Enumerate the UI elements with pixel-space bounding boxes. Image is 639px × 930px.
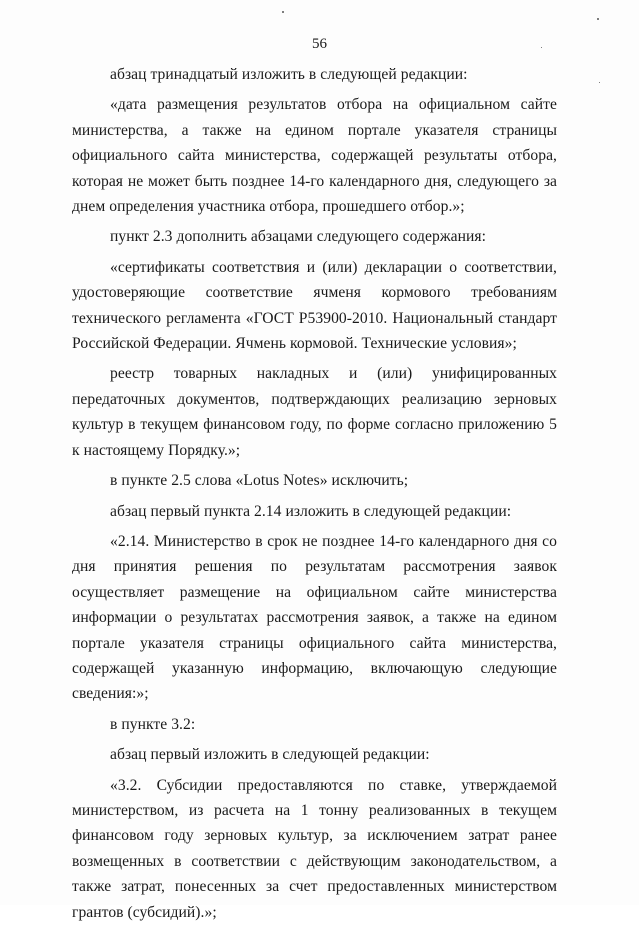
scan-speck	[599, 82, 600, 83]
scan-speck	[282, 11, 284, 13]
paragraph-registry: реестр товарных накладных и (или) унифицированных передаточных документов, подтверждающих реализацию зерновых культур в текущем финансовом году, по форме согласно приложению 5 к настоящему Порядку.»;	[72, 365, 557, 459]
paragraph-clause-2-14: «2.14. Министерство в срок не позднее 14-го календарного дня со дня принятия решения по результатам рассмотрения заявок осуществляет размещение на официальном сайте министерства информации о результатах рассмотрения заявок, а также на едином портале указателя страницы официального сайта министерства, содержащей указанную информацию, включающую следующие сведения:»;	[72, 532, 557, 703]
paragraph-results-date: «дата размещения результатов отбора на официальном сайте министерства, а также на едином портале указателя страницы официального сайта министерства, содержащей результаты отбора, которая не может быть позднее 14-го календарного дня, следующего за днем определения участника отбора, прошедшего отбор.»;	[72, 96, 557, 216]
paragraph-clause-2-3: пункт 2.3 дополнить абзацами следующего содержания:	[110, 228, 487, 246]
paragraph-certificates: «сертификаты соответствия и (или) декларации о соответствии, удостоверяющие соответствие ячменя кормового требованиям технического регламента «ГОСТ Р53900-2010. Национальный стандарт Российской Федерации. Ячмень кормовой. Технические условия»;	[72, 258, 557, 353]
scan-speck	[597, 18, 599, 20]
paragraph-clause-3-2-intro: в пункте 3.2:	[110, 715, 196, 733]
paragraph-first-abzac: абзац первый изложить в следующей редакции:	[110, 746, 430, 764]
scan-speck	[541, 47, 542, 48]
paragraph-clause-2-14-intro: абзац первый пункта 2.14 изложить в следующей редакции:	[110, 502, 512, 520]
paragraph-clause-3-2: «3.2. Субсидии предоставляются по ставке, утверждаемой министерством, из расчета на 1 тонну реализованных в текущем финансовом году зерновых культур, за исключением затрат ранее возмещенных в соответствии с действующим законодательством, а также затрат, понесенных за счет предоставленных министерством грантов (субсидий).»;	[72, 776, 557, 921]
paragraph-amend-13: абзац тринадцатый изложить в следующей редакции:	[110, 66, 468, 83]
paragraph-clause-2-5: в пункте 2.5 слова «Lotus Notes» исключить;	[110, 472, 409, 490]
document-body	[72, 62, 557, 930]
page-number: 56	[312, 36, 327, 52]
